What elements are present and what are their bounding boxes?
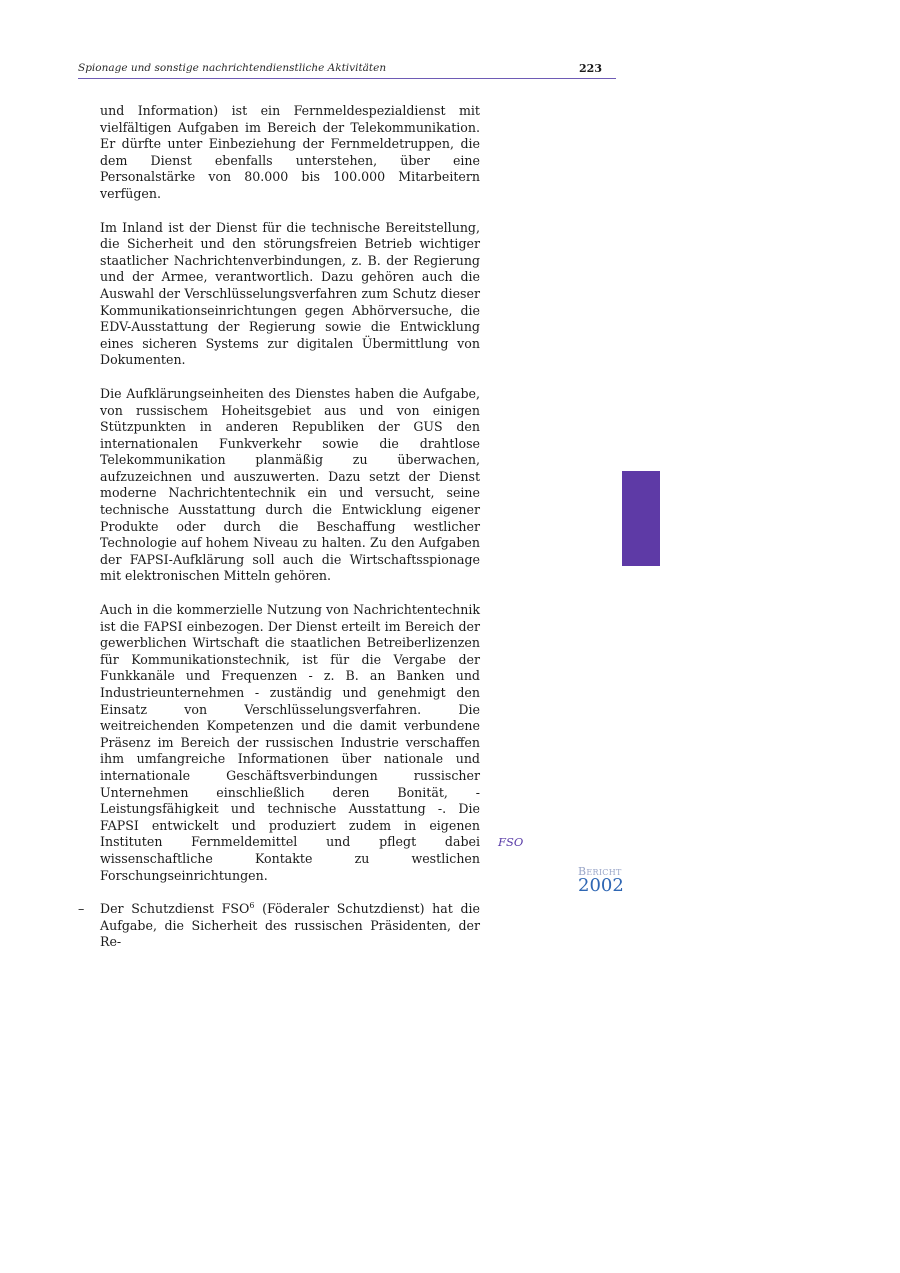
chapter-side-tab [622,471,660,566]
body-text [78,103,480,968]
paragraph-2: Im Inland ist der Dienst für die technische Bereitstellung, die Sicherheit und den störungsfreien Betrieb wichtiger staatlicher Nachrichtenverbindungen, z. B. der Regierung und der Armee, verantwortlich. Dazu gehören auch die Auswahl der Verschlüsselungsverfahren zum Schutz dieser Kommunikationseinrichtungen gegen Abhörversuche, die EDV-Ausstattung der Regierung sowie die Entwicklung eines sicheren Systems zur digitalen Übermittlung von Dokumenten. [100,219,480,368]
logo-year: 2002 [578,875,624,896]
bericht-logo [578,866,638,895]
running-title: Spionage und sonstige nachrichtendienstliche Aktivitäten [78,62,387,74]
footnote-marker[interactable]: 6 [249,900,255,910]
paragraph-4: Auch in die kommerzielle Nutzung von Nachrichtentechnik ist die FAPSI einbezogen. Der Dienst erteilt im Bereich der gewerblichen Wirtschaft die staatlichen Betreiberlizenzen für Kommunikationstechnik, ist für die Vergabe der Funkkanäle und Frequenzen - z. B. an Banken und Industrieunternehmen - zuständig und genehmigt den Einsatz von Verschlüsselungsverfahren. Die weitreichenden Kompetenzen und die damit verbundene Präsenz im Bereich der russischen Industrie verschaffen ihm umfangreiche Informationen über nationale und internationale Geschäftsverbindungen russischer Unternehmen einschließlich deren Bonität, - Leistungsfähigkeit und technische Ausstattung -. Die FAPSI entwickelt und produziert zudem in eigenen Instituten Fernmeldemittel und pflegt dabei wissenschaftliche Kontakte zu westlichen Forschungseinrichtungen. [100,602,480,883]
running-header [78,62,616,79]
paragraph-3: Die Aufklärungseinheiten des Dienstes haben die Aufgabe, von russischem Hoheitsgebiet aus und von einigen Stützpunkten in anderen Republiken der GUS den internationalen Funkverkehr sowie die drahtlose Telekommunikation planmäßig zu überwachen, aufzuzeichnen und auszuwerten. Dazu setzt der Dienst moderne Nachrichtentechnik ein und versucht, seine technische Ausstattung durch die Entwicklung eigener Produkte oder durch die Beschaffung westlicher Technologie auf hohem Niveau zu halten. Zu den Aufgaben der FAPSI-Aufklärung soll auch die Wirtschaftsspionage mit elektronischen Mitteln gehören. [100,385,480,584]
margin-note-fso: FSO [498,835,524,849]
logo-word: Bericht [578,865,622,878]
page-number: 223 [579,62,602,75]
list-item-fso [78,900,480,951]
paragraph-1: und Information) ist ein Fernmeldespezialdienst mit vielfältigen Aufgaben im Bereich der Telekommunikation. Er dürfte unter Einbeziehung der Fernmeldetruppen, die dem Dienst ebenfalls unterstehen, über eine Personalstärke von 80.000 bis 100.000 Mitarbeitern verfügen. [100,103,480,201]
list-dash: – [78,901,85,917]
list-item-text-after: (Föderaler Schutzdienst) hat die Aufgabe, die Sicherheit des russischen Präsidenten, der Re- [100,901,480,950]
list-item-text-before: Der Schutzdienst FSO [100,901,250,917]
